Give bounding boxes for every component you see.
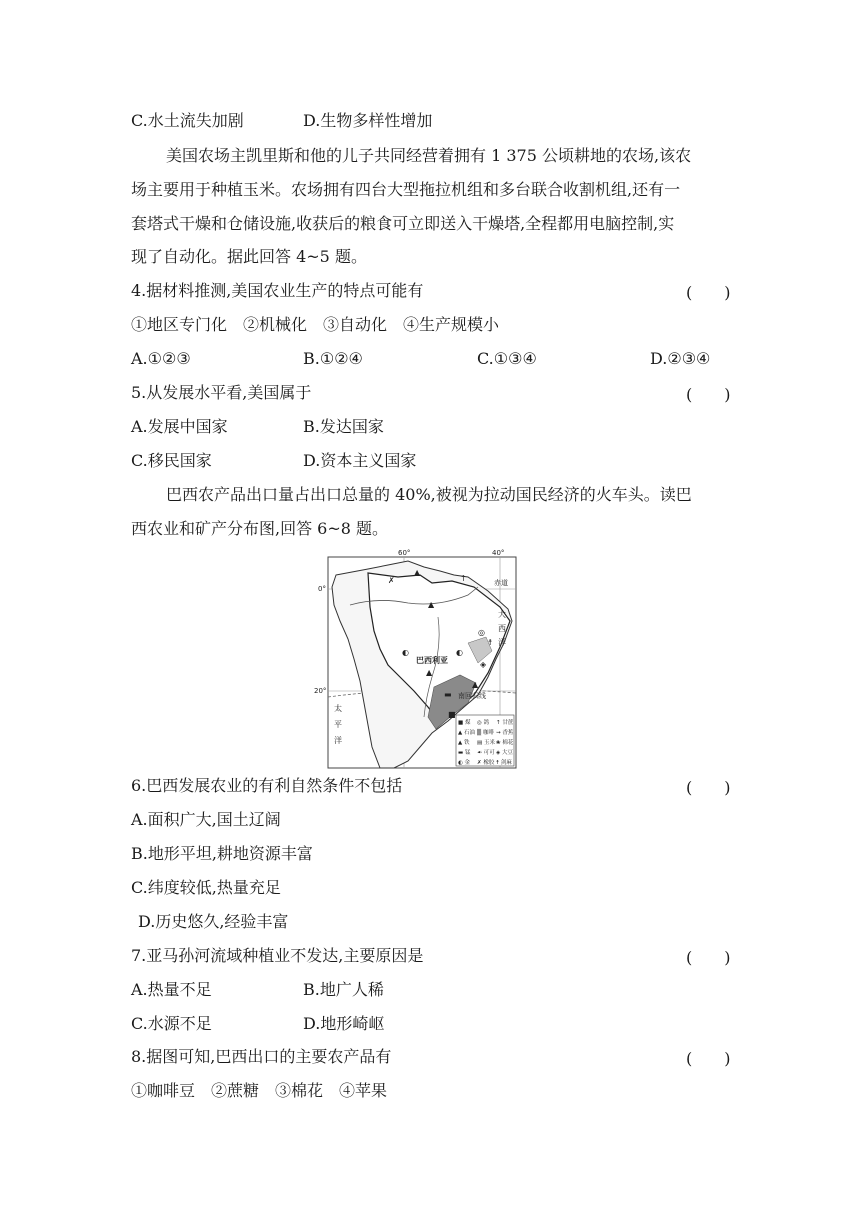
passage2-line-2: 西农业和矿产分布图,回答 6~8 题。	[131, 519, 389, 538]
coal-symbol: ■	[448, 710, 456, 719]
q4-option-a: A.①②③	[131, 349, 191, 368]
soybean-symbol: ◈	[480, 660, 487, 669]
capital-label: 巴西利亚	[416, 656, 448, 665]
q6-option-d: D.历史悠久,经验丰富	[138, 912, 289, 931]
passage1-line-1: 美国农场主凯里斯和他的儿子共同经营着拥有 1 375 公顷耕地的农场,该农	[166, 146, 692, 165]
legend-r1c0: ▲ 石油	[458, 730, 475, 736]
q4-option-d: D.②③④	[650, 349, 711, 368]
sisal-symbol: ☨	[488, 638, 493, 647]
legend-r3c0: ▬ 锰	[458, 750, 471, 756]
q7-option-a: A.热量不足	[131, 980, 212, 999]
legend-r4c2: ☨ 剑麻	[496, 760, 512, 766]
legend-r2c0: ▲ 铁	[458, 740, 470, 746]
manganese-symbol: ▬	[444, 690, 452, 699]
q5-option-a: A.发展中国家	[131, 417, 228, 436]
gold-symbol: ◐	[402, 648, 409, 657]
legend-r0c1: ◎ 鸽	[477, 720, 490, 726]
q6-option-a: A.面积广大,国土辽阔	[131, 810, 281, 829]
q4-stem: 4.据材料推测,美国农业生产的特点可能有	[131, 281, 424, 300]
sugarcane-symbol: ↑	[460, 574, 467, 583]
q5-stem: 5.从发展水平看,美国属于	[131, 383, 312, 402]
gold-symbol-2: ◐	[456, 648, 463, 657]
ocean-pacific-1: 太	[334, 704, 342, 713]
q3-option-c: C.水土流失加剧	[131, 111, 244, 130]
q7-stem: 7.亚马孙河流域种植业不发达,主要原因是	[131, 946, 424, 965]
q6-stem: 6.巴西发展农业的有利自然条件不包括	[131, 776, 403, 795]
ocean-atlantic-3: 洋	[498, 638, 506, 647]
brazil-agriculture-mineral-map	[314, 547, 516, 768]
iron-symbol: ▲	[428, 600, 435, 609]
q5-option-d: D.资本主义国家	[303, 451, 417, 470]
q4-option-b: B.①②④	[303, 349, 363, 368]
equator-label: 赤道	[494, 579, 508, 587]
ocean-pacific-2: 平	[334, 720, 342, 729]
tungsten-symbol: ◎	[478, 628, 485, 637]
q7-answer-paren: ( )	[686, 948, 731, 967]
q8-stem: 8.据图可知,巴西出口的主要农产品有	[131, 1047, 392, 1066]
q6-option-b: B.地形平坦,耕地资源丰富	[131, 844, 313, 863]
q3-option-d: D.生物多样性增加	[303, 111, 433, 130]
tropic-label: 南回归线	[458, 692, 486, 700]
q7-option-b: B.地广人稀	[303, 980, 384, 999]
lon-label-60: 60°	[398, 549, 411, 557]
q4-option-c: C.①③④	[477, 349, 537, 368]
rubber-symbol: ✗	[388, 576, 395, 585]
passage1-line-2: 场主要用于种植玉米。农场拥有四台大型拖拉机组和多台联合收割机组,还有一	[131, 180, 681, 199]
lon-label-40: 40°	[492, 549, 505, 557]
legend-r4c1: ✗ 橡胶	[477, 760, 495, 766]
lat-label-20: 20°	[314, 687, 327, 695]
legend-r1c2: ⇝ 香蕉	[496, 730, 514, 736]
q5-answer-paren: ( )	[686, 385, 731, 404]
legend-r3c2: ◈ 大豆	[496, 750, 513, 756]
q7-option-c: C.水源不足	[131, 1014, 212, 1033]
q5-option-b: B.发达国家	[303, 417, 384, 436]
ocean-atlantic-1: 大	[498, 610, 506, 619]
q4-items: ①地区专门化 ②机械化 ③自动化 ④生产规模小	[131, 315, 500, 334]
legend-r4c0: ◐ 金	[458, 760, 471, 766]
iron-symbol-2: ▲	[426, 668, 433, 677]
iron-symbol-3: ▲	[472, 680, 479, 689]
legend-r0c0: ■ 煤	[458, 720, 471, 726]
legend-r1c1: ▒ 咖啡	[477, 730, 494, 736]
q8-answer-paren: ( )	[686, 1049, 731, 1068]
ocean-atlantic-2: 西	[498, 624, 506, 633]
legend-r3c1: ☙ 可可	[477, 750, 495, 756]
q8-items: ①咖啡豆 ②蔗糖 ③棉花 ④苹果	[131, 1081, 388, 1100]
q4-answer-paren: ( )	[686, 283, 731, 302]
q6-option-c: C.纬度较低,热量充足	[131, 878, 281, 897]
passage2-line-1: 巴西农产品出口量占出口总量的 40%,被视为拉动国民经济的火车头。读巴	[166, 485, 692, 504]
q6-answer-paren: ( )	[686, 778, 731, 797]
lat-label-0: 0°	[318, 585, 326, 593]
legend-r2c2: ❀ 棉花	[496, 740, 514, 746]
legend-r2c1: ▤ 玉米	[477, 740, 495, 746]
ocean-pacific-3: 洋	[334, 736, 342, 745]
q5-option-c: C.移民国家	[131, 451, 212, 470]
passage1-line-4: 现了自动化。据此回答 4~5 题。	[131, 247, 367, 266]
q7-option-d: D.地形崎岖	[303, 1014, 385, 1033]
oil-symbol: ▲	[414, 568, 421, 577]
passage1-line-3: 套塔式干燥和仓储设施,收获后的粮食可立即送入干燥塔,全程都用电脑控制,实	[131, 214, 675, 233]
legend-r0c2: ↑ 甘蔗	[496, 720, 514, 726]
